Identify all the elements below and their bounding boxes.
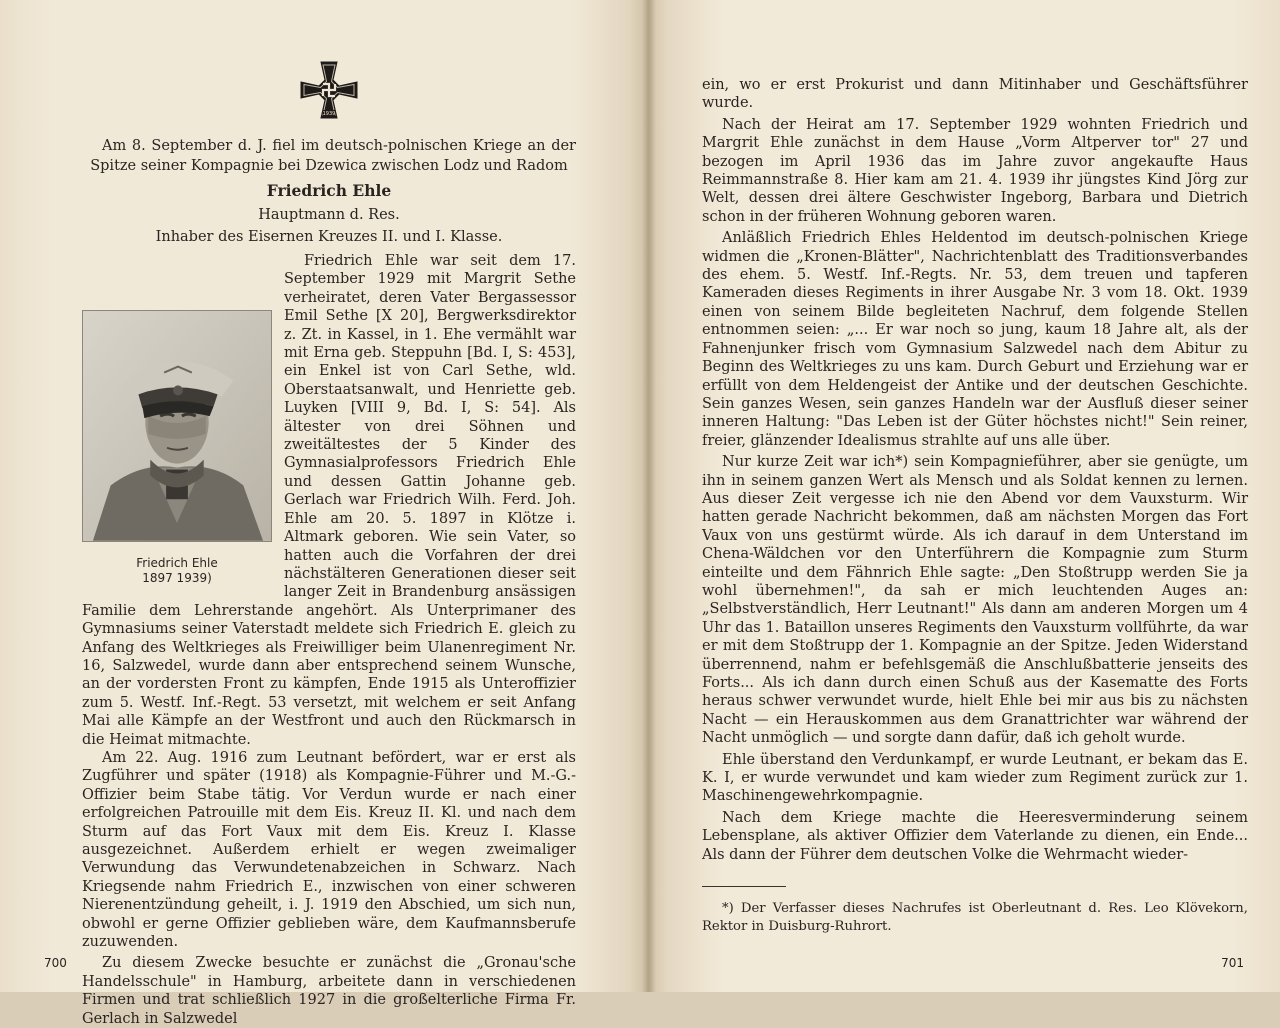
photo-caption-name: Friedrich Ehle — [136, 556, 218, 570]
portrait-image — [83, 311, 271, 541]
right-paragraph-1: Nach der Heirat am 17. September 1929 wohnten Friedrich und Margrit Ehle zunächst in dem Hause „Vorm Altperver tor" 27 und bezogen im April 1936 das im Jahre zuvor angekaufte Haus Reimmannstraße 8. Hier kam am 21. 4. 1939 ihr jüngstes Kind Jörg zur Welt, dessen drei ältere Geschwister Ingeborg, Barbara und Dietrich schon in der früheren Wohnung geboren waren. — [702, 116, 1248, 225]
portrait-figure — [82, 310, 272, 586]
photo-caption-years: 1897 1939) — [142, 571, 212, 585]
award-line: Inhaber des Eisernen Kreuzes II. und I. Klasse. — [155, 229, 503, 245]
right-paragraph-4: Ehle überstand den Verdunkampf, er wurde Leutnant, er bekam das E. K. I, er wurde verwundet und kam wieder zum Regiment zurück zur 1. Maschinengewehrkompagnie. — [702, 751, 1248, 805]
person-name: Friedrich Ehle — [266, 181, 392, 200]
page-number-right: 701 — [1221, 956, 1244, 970]
rank-line: Hauptmann d. Res. — [258, 207, 400, 223]
right-page — [648, 0, 1280, 992]
right-paragraph-5: Nach dem Kriege machte die Heeresverminderung seinem Lebensplane, als aktiver Offizier dem Vaterlande zu dienen, ein Ende... Als dann der Führer dem deutschen Volke die Wehrmacht wieder- — [702, 809, 1248, 863]
biography-paragraph-2: Am 22. Aug. 1916 zum Leutnant befördert, war er erst als Zugführer und später (1918) als Kompagnie-Führer und M.-G.-Offizier beim Stabe tätig. Vor Verdun wurde er nach einer erfolgreichen Patrouille mit dem Eis. Kreuz II. Kl. und nach dem Sturm auf das Fort Vaux mit dem Eis. Kreuz I. Klasse ausgezeichnet. Außerdem erhielt er wegen zweimaliger Verwundung das Verwundetenabzeichen in Schwarz. Nach Kriegsende nahm Friedrich E., inzwischen von einer schweren Nierenentzündung geheilt, i. J. 1919 den Abschied, um sich nun, obwohl er gerne Offizier geblieben wäre, dem Kaufmannsberufe zuzuwenden. — [82, 749, 576, 951]
iron-cross-icon — [297, 58, 361, 122]
emblem-year: 1939 — [322, 111, 336, 117]
footnote: *) Der Verfasser dieses Nachrufes ist Oberleutnant d. Res. Leo Klövekorn, Rektor in Duisburg-Ruhrort. — [702, 901, 1248, 935]
biography-text-1: Friedrich Ehle war seit dem 17. September 1929 mit Margrit Sethe verheiratet, deren Vater Bergassessor Emil Sethe [X 20], Bergwerksdirektor z. Zt. in Kassel, in 1. Ehe vermählt war mit Erna geb. Steppuhn [Bd. I, S: 453], ein Enkel ist von Carl Sethe, wld. Oberstaatsanwalt, und Henriette geb. Luyken [VIII 9, Bd. I, S: 54]. Als ältester von drei Söhnen und zweitältestes der 5 Kinder des Gymnasialprofessors Friedrich Ehle und dessen Gattin Johanne geb. Gerlach war Friedrich Wilh. Ferd. Joh. Ehle am 20. 5. 1897 in Klötze i. Altmark geboren. Wie sein Vater, so hatten auch die Vorfahren der drei nächstälteren Generationen dieser seit langer Zeit in Brandenburg ansässigen Familie dem Lehrerstande angehört. Als Unterprimaner des Gymnasiums seiner Vaterstadt meldete sich Friedrich E. gleich zu Anfang des Weltkrieges als Freiwilliger beim Ulanenregiment Nr. 16, Salzwedel, wurde dann aber entsprechend seinem Wunsche, an der vordersten Front zu kämpfen, Ende 1915 als Unteroffizier zum 5. Westf. Inf.-Regt. 53 versetzt, mit welchem er seit Anfang Mai alle Kämpfe an der Westfront und auch den Rückmarsch in die Heimat mitmachte. — [82, 253, 576, 748]
portrait-photo — [82, 310, 272, 542]
right-paragraph-0: ein, wo er erst Prokurist und dann Mitinhaber und Geschäftsführer wurde. — [702, 77, 1248, 112]
biography-paragraph-1 — [82, 252, 576, 749]
intro-text: Am 8. September d. J. fiel im deutsch-polnischen Kriege an der Spitze seiner Kompagnie bei Dzewica zwischen Lodz und Radom — [90, 138, 576, 174]
right-paragraph-2: Anläßlich Friedrich Ehles Heldentod im deutsch-polnischen Kriege widmen die „Kronen-Blätter", Nachrichtenblatt des Traditionsverbandes des ehem. 5. Westf. Inf.-Regts. Nr. 53, dem treuen und tapferen Kameraden dieses Regiments in ihrer Ausgabe Nr. 3 vom 18. Okt. 1939 einen von seinem Bilde begleiteten Nachruf, dem folgende Stellen entnommen seien: „... Er war noch so jung, kaum 18 Jahre alt, als der Fahnenjunker frisch vom Gymnasium Salzwedel nach dem Abitur zu Beginn des Weltkrieges zu uns kam. Durch Geburt und Erziehung war er erfüllt von dem Heldengeist der Antike und der deutschen Geschichte. Sein ganzes Wesen, sein ganzes Handeln war der Ausfluß dieser seiner inneren Haltung: "Das Leben ist der Güter höchstes nicht!" Sein reiner, freier, glänzender Idealismus strahlte auf uns alle über. — [702, 230, 1248, 449]
biography-paragraph-3: Zu diesem Zwecke besuchte er zunächst die „Gronau'sche Handelsschule" in Hamburg, arbeitete dann in verschiedenen Firmen und trat schließlich 1927 in die großelterliche Firma Fr. Gerlach in Salzwedel — [82, 955, 576, 1027]
page-number-left: 700 — [44, 956, 67, 970]
footnote-divider — [702, 886, 786, 887]
right-paragraph-3: Nur kurze Zeit war ich*) sein Kompagnieführer, aber sie genügte, um ihn in seinem ganzen Wert als Mensch und als Soldat kennen zu lernen. Aus dieser Zeit vergesse ich nie den Abend vor dem Vauxsturm. Wir hatten gerade Nachricht bekommen, daß am nächsten Morgen das Fort Vaux von uns gestürmt würde. Als ich darauf in dem Unterstand im Chena-Wäldchen vor den Unterführern die Kompagnie zum Sturm einteilte und dem Fähnrich Ehle sagte: „Den Stoßtrupp werden Sie ja wohl übernehmen!", da sah er mich leuchtenden Auges an: „Selbstverständlich, Herr Leutnant!" Als dann am anderen Morgen um 4 Uhr das 1. Bataillon unseres Regiments den Vauxsturm vollführte, da war er mit dem Stoßtrupp der 1. Kompagnie an der Spitze. Jeden Widerstand überrennend, nahm er befehlsgemäß die Anschlußbatterie jenseits des Forts... Als ich dann durch einen Schuß aus der Kasematte des Forts heraus schwer verwundet wurde, hielt Ehle bei mir aus bis zu nächsten Nacht — ein Herauskommen aus dem Granattrichter war während der Nacht unmöglich — und sorgte dann dafür, daß ich geholt wurde. — [702, 454, 1248, 747]
